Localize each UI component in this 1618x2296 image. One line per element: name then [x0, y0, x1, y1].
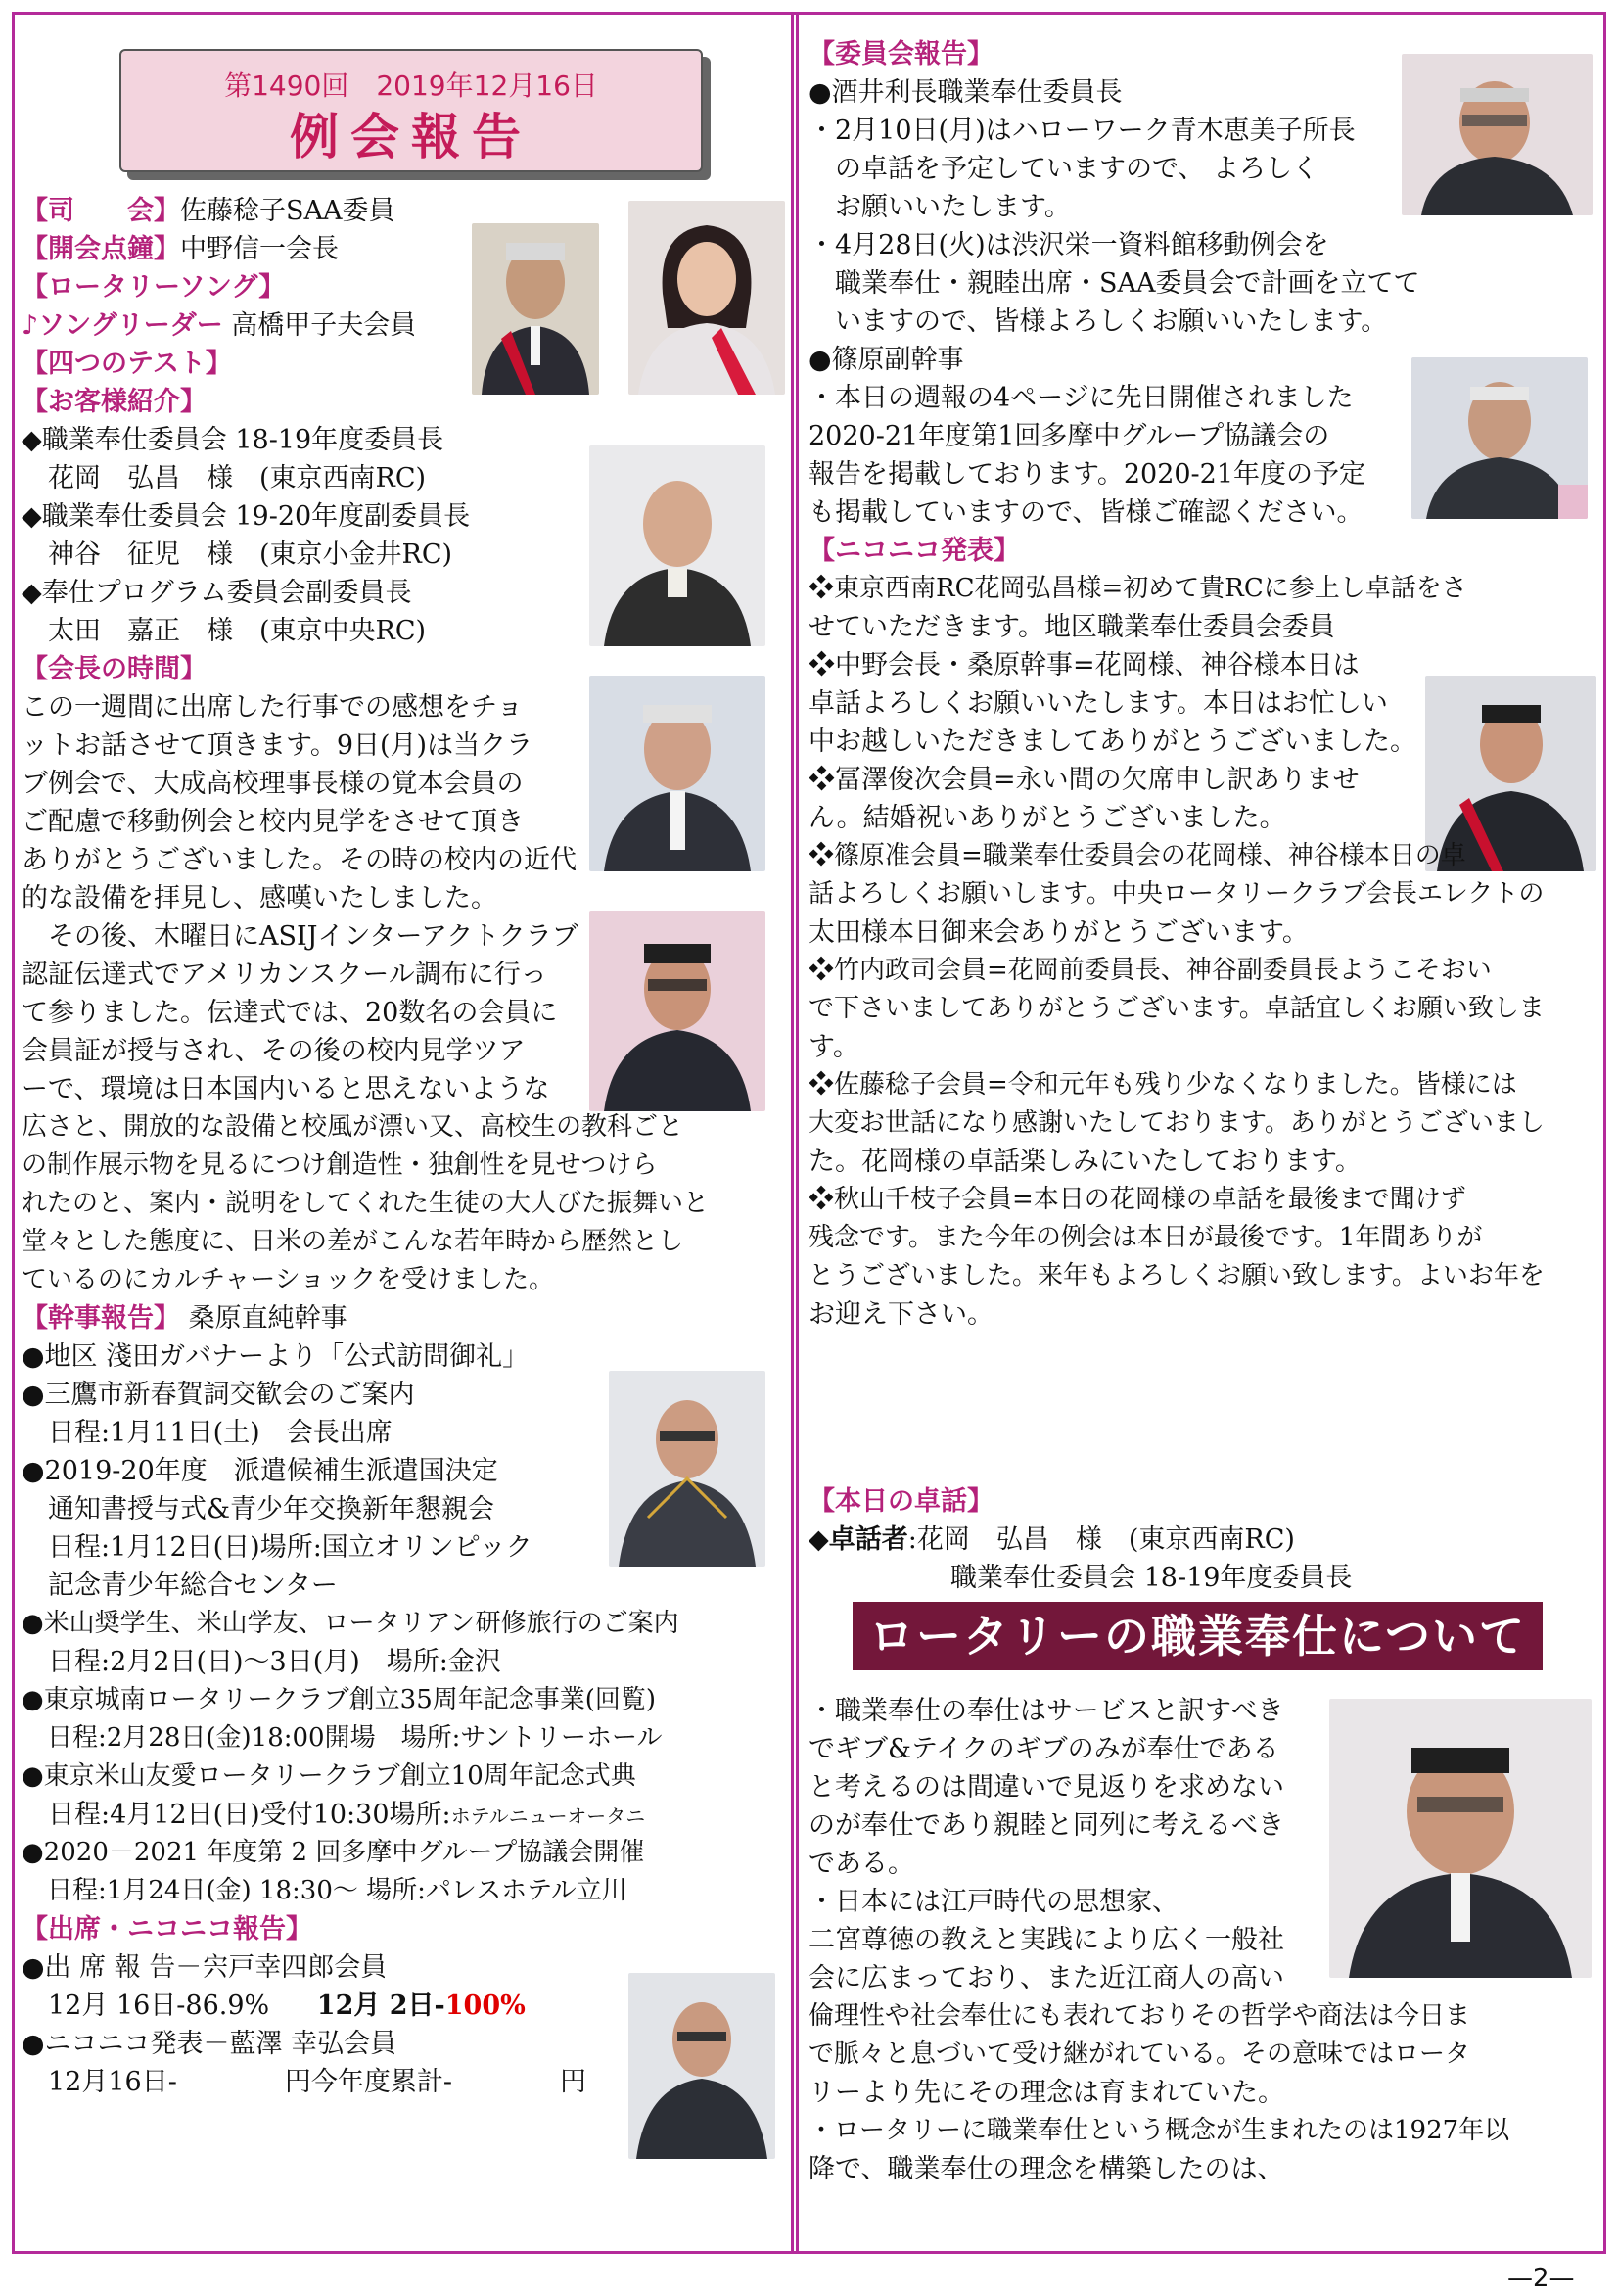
speaker-value: :花岡 弘昌 様 (東京西南RC) [907, 1524, 1295, 1555]
chair-row [22, 196, 395, 227]
committee-item: も掲載していますので、皆様ご確認ください。 [809, 497, 1364, 528]
nikoniko-yen: 円 [559, 2067, 586, 2097]
speech-text-line: でギブ&テイクのギブのみが奉仕である [809, 1734, 1279, 1764]
president-text-line: 堂々とした態度に、日米の差がこんな若年時から歴然とし [22, 1227, 684, 1256]
secretary-item-small: ホテルニューオータニ [450, 1804, 646, 1828]
guests-label: 【お客様紹介】 [22, 387, 207, 417]
speech-text-line: である。 [809, 1849, 914, 1879]
secretary-item: 通知書授与式&青少年交換新年懇親会 [22, 1494, 495, 1524]
photo-sakai [1402, 54, 1593, 215]
secretary-item: 日程:4月12日(日)受付10:30場所: [22, 1800, 451, 1830]
song-leader-label: ♪ソングリーダー [22, 310, 223, 341]
speech-text-line: と考えるのは間違いで見返りを求めない [809, 1772, 1284, 1803]
speech-text-line: 倫理性や社会奉仕にも表れておりその哲学や商法は今日ま [809, 2001, 1471, 2031]
committee-item: いますので、皆様よろしくお願いいたします。 [809, 306, 1388, 337]
meeting-number-date: 第1490回 2019年12月16日 [224, 70, 598, 102]
nikoniko-item: す。 [809, 1032, 859, 1062]
nikoniko-item: で下さいましてありがとうございます。卓話宜しくお願い致しま [809, 994, 1545, 1023]
nikoniko-item: 中お越しいただきましてありがとうございました。 [809, 726, 1416, 757]
photo-attendance-shishido [628, 1973, 775, 2159]
secretary-item: ●2019-20年度 派遣候補生派遣国決定 [22, 1456, 498, 1486]
speech-text-line: ・ロータリーに職業奉仕という概念が生まれたのは1927年以 [809, 2116, 1510, 2145]
attendance-100: 100% [444, 1991, 526, 2021]
president-text-line: ご配慮で移動例会と校内見学をさせて頂き [22, 807, 524, 837]
nikoniko-line: ●ニコニコ発表－藍澤 幸弘会員 [22, 2029, 397, 2059]
column-divider [791, 12, 799, 2254]
secretary-item: 日程:1月24日(金) 18:30～ 場所:パレスホテル立川 [22, 1876, 627, 1905]
president-text-line: れたのと、案内・説明をしてくれた生徒の大人びた振舞いと [22, 1189, 710, 1218]
nikoniko-item: 太田様本日御来会ありがとうございます。 [809, 917, 1309, 948]
speech-text-line: 会に広まっており、また近江商人の高い [809, 1963, 1284, 1993]
nikoniko-cumulative: 円今年度累計- [284, 2067, 452, 2097]
committee-item: お願いいたします。 [809, 192, 1071, 222]
attendance-label: 【出席・ニコニコ報告】 [22, 1914, 312, 1945]
speech-text-line: 二宮尊徳の教えと実践により広く一般社 [809, 1925, 1284, 1955]
bell-value: 中野信一会長 [180, 234, 339, 264]
committee-item: ●篠原副幹事 [809, 345, 964, 375]
guest-line: ◆奉仕プログラム委員会副委員長 [22, 578, 412, 608]
nikoniko-item: せていただきます。地区職業奉仕委員会委員 [809, 612, 1335, 642]
speech-text-line: で脈々と息づいて受け継がれている。その意味ではロータ [809, 2039, 1471, 2069]
president-text-line: その後、木曜日にASIJインターアクトクラブ [22, 921, 578, 952]
nikoniko-item: 卓話よろしくお願いいたします。本日はお忙しい [809, 688, 1388, 719]
committee-item: ・本日の週報の4ページに先日開催されました [809, 383, 1354, 413]
secretary-item: ●東京米山友愛ロータリークラブ創立10周年記念式典 [22, 1761, 636, 1791]
president-text-line: ているのにカルチャーショックを受けました。 [22, 1265, 555, 1294]
speaker-role: 職業奉仕委員会 18-19年度委員長 [950, 1563, 1353, 1593]
secretary-item: ●2020－2021 年度第 2 回多摩中グループ協議会開催 [22, 1838, 645, 1867]
photo-guest-kamiya [589, 445, 765, 646]
committee-item: 職業奉仕・親睦出席・SAA委員会で計画を立てて [809, 268, 1420, 299]
president-text-line: ーで、環境は日本国内いると思えないような [22, 1074, 550, 1104]
chair-label: 【司 会】 [22, 196, 180, 226]
chair-value: 佐藤稔子SAA委員 [180, 196, 395, 226]
secretary-item-row [22, 1800, 645, 1831]
nikoniko-item: ❖佐藤稔子会員=令和元年も残り少なくなりました。皆様には [809, 1070, 1517, 1100]
speech-text-line: のが奉仕であり親睦と同列に考えるべき [809, 1810, 1284, 1841]
committee-item: ●酒井利長職業奉仕委員長 [809, 77, 1123, 108]
committee-item: の卓話を予定していますので、 よろしく [809, 154, 1319, 184]
secretary-item: 日程:2月28日(金)18:00開場 場所:サントリーホール [22, 1723, 663, 1753]
guest-line: 神谷 征児 様 (東京小金井RC) [22, 539, 453, 570]
president-text-line: ットお話させて頂きます。9日(月)は当クラ [22, 730, 533, 761]
nikoniko-item: ❖篠原准会員=職業奉仕委員会の花岡様、神谷様本日の卓 [809, 841, 1466, 870]
nikoniko-item: 残念です。また今年の例会は本日が最後です。1年間ありが [809, 1223, 1483, 1252]
nikoniko-label: 【ニコニコ発表】 [809, 536, 1020, 566]
title-box [119, 49, 717, 186]
secretary-item: 日程:1月11日(土) 会長出席 [22, 1418, 393, 1448]
committee-item: ・4月28日(火)は渋沢栄一資料館移動例会を [809, 230, 1329, 260]
secretary-value: 桑原直純幹事 [188, 1303, 347, 1334]
attendance-rate: 12月 16日-86.9% [22, 1991, 270, 2021]
nikoniko-item: ❖東京西南RC花岡弘昌様=初めて貴RCに参上し卓話をさ [809, 574, 1467, 603]
nikoniko-item: 大変お世話になり感謝いたしております。ありがとうございまし [809, 1108, 1545, 1138]
right-column [809, 20, 1599, 2247]
page-title: 例会報告 [290, 109, 532, 165]
speech-text-line: 降で、職業奉仕の理念を構築したのは、 [809, 2154, 1284, 2184]
committee-item: 2020-21年度第1回多摩中グループ協議会の [809, 421, 1330, 451]
song-label: 【ロータリーソング】 [22, 272, 286, 303]
title-panel [119, 49, 703, 172]
president-text-line: の制作展示物を見るにつけ創造性・独創性を見せつけら [22, 1150, 658, 1180]
secretary-item: ●地区 淺田ガバナーより「公式訪問御礼」 [22, 1341, 530, 1372]
president-text-line: 会員証が授与され、その後の校内見学ツア [22, 1036, 526, 1066]
nikoniko-item: とうございました。来年もよろしくお願い致します。よいお年を [809, 1261, 1545, 1290]
photo-interact-club [589, 911, 765, 1111]
photo-president-nakano [472, 223, 599, 395]
nikoniko-item: ❖中野会長・桑原幹事=花岡様、神谷様本日は [809, 650, 1360, 680]
president-text-line: て参りました。伝達式では、20数名の会員に [22, 998, 558, 1028]
four-test-label: 【四つのテスト】 [22, 349, 232, 379]
committee-item: 報告を掲載しております。2020-21年度の予定 [809, 459, 1366, 490]
secretary-item: ●三鷹市新春賀詞交歓会のご案内 [22, 1380, 415, 1410]
president-label: 【会長の時間】 [22, 654, 207, 684]
attendance-rate-2: 12月 2日- [316, 1991, 445, 2021]
photo-shinohara [1411, 357, 1588, 519]
nikoniko-total-row [22, 2067, 586, 2098]
nikoniko-item: ❖竹内政司会員=花岡前委員長、神谷副委員長ようこそおい [809, 956, 1492, 985]
speech-text-line: ・日本には江戸時代の思想家、 [809, 1887, 1179, 1917]
president-text-line: 広さと、開放的な設備と校風が漂い又、高校生の教科ごと [22, 1112, 684, 1142]
photo-saa-sato [628, 201, 785, 395]
secretary-label: 【幹事報告】 [22, 1303, 180, 1334]
speech-title-banner: ロータリーの職業奉仕について [853, 1602, 1543, 1670]
speaker-label: ◆卓話者 [809, 1524, 908, 1555]
guest-line: ◆職業奉仕委員会 19-20年度副委員長 [22, 501, 471, 532]
speech-label: 【本日の卓話】 [809, 1486, 994, 1517]
secretary-item: 日程:1月12日(日)場所:国立オリンピック [22, 1532, 532, 1563]
photo-speaker-hanaoka [1329, 1699, 1592, 1978]
speech-text-line: ・職業奉仕の奉仕はサービスと訳すべき [809, 1696, 1284, 1726]
president-text-line: 認証伝達式でアメリカンスクール調布に行っ [22, 960, 547, 990]
committee-label: 【委員会報告】 [809, 39, 994, 70]
nikoniko-item: お迎え下さい。 [809, 1299, 994, 1330]
nikoniko-item: ❖秋山千枝子会員=本日の花岡様の卓話を最後まで聞けず [809, 1185, 1466, 1214]
attendance-line: ●出 席 報 告－宍戸幸四郎会員 [22, 1952, 388, 1983]
nikoniko-date: 12月16日- [22, 2067, 177, 2097]
song-leader-row [22, 310, 416, 342]
nikoniko-item: 話よろしくお願いします。中央ロータリークラブ会長エレクトの [809, 879, 1545, 909]
committee-item: ・2月10日(月)はハローワーク青木恵美子所長 [809, 116, 1356, 146]
nikoniko-item: ん。結婚祝いありがとうございました。 [809, 803, 1286, 833]
photo-secretary-kuwahara [609, 1371, 765, 1567]
left-column [22, 20, 785, 2247]
secretary-item: ●米山奨学生、米山学友、ロータリアン研修旅行のご案内 [22, 1609, 679, 1638]
secretary-item: 日程:2月2日(日)～3日(月) 場所:金沢 [22, 1647, 501, 1677]
song-leader-value: 高橋甲子夫会員 [231, 310, 417, 341]
speech-text-line: リーより先にその理念は育まれていた。 [809, 2078, 1284, 2108]
guest-line: ◆職業奉仕委員会 18-19年度委員長 [22, 425, 444, 455]
nikoniko-item: ❖冨澤俊次会員=永い間の欠席申し訳ありませ [809, 765, 1360, 795]
attendance-rate-row [22, 1991, 526, 2022]
nikoniko-item: た。花岡様の卓話楽しみにいたしております。 [809, 1147, 1362, 1177]
guest-line: 花岡 弘昌 様 (東京西南RC) [22, 463, 427, 493]
president-text-line: ありがとうございました。その時の校内の近代 [22, 845, 577, 875]
photo-president-time [589, 676, 765, 871]
secretary-item: ●東京城南ロータリークラブ創立35周年記念事業(回覧) [22, 1685, 657, 1714]
bell-label: 【開会点鐘】 [22, 234, 180, 264]
secretary-row [22, 1303, 347, 1335]
president-text-line: この一週間に出席した行事での感想をチョ [22, 692, 524, 723]
speaker-row [809, 1524, 1295, 1556]
page-number: —2— [1507, 2264, 1575, 2293]
secretary-item: 記念青少年総合センター [22, 1570, 338, 1601]
president-text-line: ブ例会で、大成高校理事長様の覚本会員の [22, 769, 524, 799]
guest-line: 太田 嘉正 様 (東京中央RC) [22, 616, 427, 646]
bell-row [22, 234, 339, 265]
president-text-line: 的な設備を拝見し、感嘆いたしました。 [22, 883, 497, 914]
